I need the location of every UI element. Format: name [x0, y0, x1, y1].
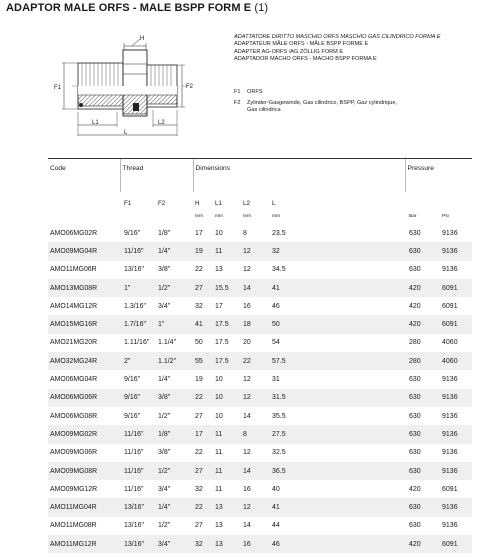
cell-l2: 20 [243, 339, 251, 347]
cell-code: AMO11MG04R [48, 498, 120, 516]
cell-f2: 3/8" [158, 266, 171, 274]
cell-code: AMO15MG16R [48, 315, 120, 333]
cell-l2: 12 [241, 498, 270, 516]
cell-psi: 9136 [442, 412, 458, 420]
cell-code: AMO09MG06R [50, 449, 98, 457]
description-it: ADATTATORE DIRITTO MASCHIO ORFS MASCHIO GAS CILINDRICO FORMA E [234, 34, 441, 40]
cell-h: 32 [195, 302, 203, 310]
cell-code: AMO13MG08R [48, 279, 120, 297]
cell-psi: 6091 [438, 315, 472, 333]
cell-l1: 17.5 [211, 352, 241, 370]
cell-l2: 16 [241, 535, 270, 553]
cell-l2: 12 [243, 376, 251, 384]
cell-code: AMO06MG04R [50, 376, 98, 384]
cell-l1: 11 [215, 449, 223, 457]
cell-l: 31 [272, 376, 280, 384]
cell-f1: 1.11/16" [124, 339, 150, 347]
cell-l1: 13 [215, 266, 223, 274]
cell-l1: 17.5 [215, 339, 229, 347]
cell-f1: 1" [120, 279, 154, 297]
label-h: H [140, 36, 145, 42]
cell-f2: 1/2" [158, 412, 171, 420]
sub-f2: F2 [158, 199, 166, 207]
cell-l: 27.5 [270, 425, 405, 443]
cell-f1: 13/16" [124, 266, 145, 274]
cell-f1: 2" [120, 352, 154, 370]
cell-f1: 9/16" [124, 412, 141, 420]
label-f1: F1 [54, 85, 62, 91]
cell-l1: 17 [215, 302, 223, 310]
cell-l: 46 [272, 302, 280, 310]
cell-f1: 9/16" [124, 376, 141, 384]
cell-psi: 4060 [438, 352, 472, 370]
cell-h: 41 [193, 315, 211, 333]
cell-h: 22 [193, 389, 211, 407]
cell-h: 19 [195, 376, 203, 384]
table-row [48, 315, 472, 333]
cell-l1: 13 [211, 535, 241, 553]
table-row [48, 261, 472, 279]
cell-f1: 1.3/16" [124, 302, 146, 310]
table-units-row [48, 214, 472, 224]
note-f2-text: Zylinder-Gasgewinde, Gas cilindrico, BSPP, Gaz cylindrique, [247, 100, 398, 107]
note-f2-key: F2 [234, 100, 241, 107]
cell-l2: 22 [241, 352, 270, 370]
cell-bar: 630 [409, 522, 421, 530]
cell-bar: 630 [409, 376, 421, 384]
cell-h: 50 [195, 339, 203, 347]
cell-bar: 630 [409, 412, 421, 420]
cell-h: 27 [193, 462, 211, 480]
cell-psi: 9136 [438, 498, 472, 516]
cell-h: 32 [193, 535, 211, 553]
technical-drawing [52, 32, 230, 140]
cell-l: 31.5 [270, 389, 405, 407]
title-suffix: (1) [254, 2, 269, 14]
cell-l: 41 [270, 279, 405, 297]
cell-psi: 9136 [442, 449, 458, 457]
cell-f2: 3/4" [154, 535, 193, 553]
table-row [48, 407, 472, 425]
cell-code: AMO09MG12R [50, 485, 98, 493]
cell-f1: 1.7/16" [120, 315, 154, 333]
cell-l1: 11 [211, 242, 241, 260]
cell-l: 40 [272, 485, 280, 493]
cell-l: 46 [270, 535, 405, 553]
sub-h: H [195, 199, 200, 207]
unit-psi: Psi [442, 214, 449, 219]
cell-bar: 630 [405, 242, 438, 260]
description-block [234, 34, 441, 64]
col-pressure: Pressure [405, 159, 472, 193]
label-l1: L1 [92, 120, 99, 126]
cell-l: 35.5 [272, 412, 286, 420]
cell-l1: 13 [215, 522, 223, 530]
cell-psi: 9136 [438, 425, 472, 443]
unit-h: mm [195, 214, 203, 219]
table-row [48, 517, 472, 535]
cell-bar: 280 [409, 339, 421, 347]
cell-h: 55 [193, 352, 211, 370]
table-row [48, 389, 472, 407]
cell-l: 41 [270, 498, 405, 516]
cell-f2: 1/2" [158, 522, 171, 530]
cell-f1: 13/16" [124, 522, 145, 530]
cell-h: 27 [195, 522, 203, 530]
cell-h: 17 [195, 229, 203, 237]
cell-l1: 13 [211, 498, 241, 516]
cell-f2: 1/2" [154, 279, 193, 297]
cell-code: AMO06MG02R [50, 229, 98, 237]
cell-l1: 11 [215, 485, 223, 493]
cell-l2: 8 [241, 425, 270, 443]
cell-code: AMO14MG12R [50, 302, 98, 310]
cell-h: 32 [195, 485, 203, 493]
cell-f2: 1/2" [154, 462, 193, 480]
cell-psi: 9136 [438, 242, 472, 260]
cell-code: AMO06MG08R [50, 412, 98, 420]
unit-l1: mm [215, 214, 223, 219]
cell-code: AMO06MG06R [48, 389, 120, 407]
note-f1-text: ORFS [247, 89, 263, 95]
cell-psi: 9136 [442, 522, 458, 530]
cell-f2: 1/8" [158, 229, 171, 237]
cell-bar: 420 [405, 279, 438, 297]
cell-h: 27 [195, 412, 203, 420]
cell-code: AMO09MG04R [48, 242, 120, 260]
cell-h: 27 [193, 279, 211, 297]
table-row [48, 334, 472, 352]
cell-l: 57.5 [270, 352, 405, 370]
cell-f2: 1/4" [154, 242, 193, 260]
table-row [48, 242, 472, 260]
cell-l: 32.5 [272, 449, 286, 457]
cell-psi: 6091 [438, 535, 472, 553]
cell-code: AMO11MG12R [48, 535, 120, 553]
table-subheader-row [48, 192, 472, 214]
label-l2: L2 [158, 120, 165, 126]
unit-bar: Bar [409, 214, 417, 219]
cell-f2: 3/4" [158, 485, 171, 493]
table-row [48, 498, 472, 516]
cell-psi: 6091 [438, 279, 472, 297]
cell-code: AMO11MG08R [50, 522, 97, 530]
cell-l2: 16 [243, 302, 251, 310]
cell-bar: 630 [409, 266, 421, 274]
specs-table [48, 158, 472, 553]
table-row [48, 352, 472, 370]
cell-h: 22 [195, 266, 203, 274]
cell-bar: 420 [409, 302, 421, 310]
cell-psi: 9136 [438, 462, 472, 480]
unit-l: mm [272, 214, 280, 219]
unit-l2: mm [243, 214, 251, 219]
cell-bar: 630 [405, 498, 438, 516]
cell-psi: 6091 [442, 485, 458, 493]
cell-f2: 1.1/2" [154, 352, 193, 370]
cell-l2: 14 [243, 412, 251, 420]
table-row [48, 480, 472, 498]
table-header-row [48, 159, 472, 193]
description-fr: ADAPTATEUR MÂLE ORFS - MÂLE BSPP FORME E [234, 41, 369, 48]
cell-l: 44 [272, 522, 280, 530]
cell-l1: 10 [211, 389, 241, 407]
table-row [48, 425, 472, 443]
cell-bar: 280 [405, 352, 438, 370]
cell-f1: 13/16" [120, 535, 154, 553]
cell-l2: 16 [243, 485, 251, 493]
cell-l2: 12 [241, 389, 270, 407]
cell-f2: 3/8" [154, 389, 193, 407]
cell-code: AMO09MG08R [48, 462, 120, 480]
cell-l1: 10 [215, 376, 223, 384]
cell-l1: 17.5 [211, 315, 241, 333]
cell-f1: 11/16" [124, 449, 144, 457]
cell-l: 36.5 [270, 462, 405, 480]
cell-psi: 6091 [442, 302, 458, 310]
cell-h: 19 [193, 242, 211, 260]
cell-bar: 420 [405, 535, 438, 553]
cell-f2: 3/4" [158, 302, 171, 310]
cell-bar: 420 [405, 315, 438, 333]
cell-bar: 630 [405, 462, 438, 480]
label-f2: F2 [186, 84, 194, 90]
cell-psi: 9136 [442, 229, 458, 237]
cell-l: 32 [270, 242, 405, 260]
cell-psi: 9136 [442, 376, 458, 384]
cell-code: AMO21MG20R [50, 339, 98, 347]
cell-f1: 11/16" [120, 242, 154, 260]
table-row [48, 462, 472, 480]
cell-f1: 9/16" [120, 389, 154, 407]
table-row [48, 370, 472, 388]
thread-notes [234, 89, 397, 114]
table-row [48, 279, 472, 297]
cell-f1: 11/16" [124, 485, 144, 493]
cell-psi: 9136 [438, 389, 472, 407]
cell-l1: 10 [215, 412, 223, 420]
table-row [48, 297, 472, 315]
note-f1-key: F1 [234, 89, 241, 95]
cell-l: 34.5 [272, 266, 286, 274]
cell-l2: 18 [241, 315, 270, 333]
cell-f2: 1/8" [154, 425, 193, 443]
cell-l: 50 [270, 315, 405, 333]
sub-l1: L1 [215, 199, 222, 207]
cell-l1: 11 [211, 425, 241, 443]
cell-l2: 12 [243, 449, 251, 457]
cell-code: AMO09MG02R [48, 425, 120, 443]
table-row [48, 535, 472, 553]
col-dimensions: Dimensions [193, 159, 405, 193]
cell-f2: 1/4" [154, 498, 193, 516]
cell-bar: 630 [405, 389, 438, 407]
cell-l: 54 [272, 339, 280, 347]
cell-code: AMO32MG24R [48, 352, 120, 370]
cell-f1: 11/16" [120, 462, 154, 480]
description-de: ADAPTER AG-ORFS /AG ZÖLLIG FORM E [234, 48, 344, 55]
description-es: ADAPTADOR MACHO ORFS - MACHO BSPP FORMA E [234, 56, 377, 63]
cell-l1: 11 [211, 462, 241, 480]
cell-l2: 8 [243, 229, 247, 237]
label-l: L [124, 130, 128, 136]
cell-psi: 4060 [442, 339, 458, 347]
title-main: ADAPTOR MALE ORFS - MALE BSPP FORM E [6, 2, 252, 14]
cell-f2: 1.1/4" [158, 339, 177, 347]
cell-f1: 11/16" [120, 425, 154, 443]
cell-f2: 1/4" [158, 376, 171, 384]
cell-l1: 10 [215, 229, 223, 237]
cell-bar: 630 [405, 425, 438, 443]
note-f2-text2: Gas cilindrica [247, 107, 281, 114]
table-row [48, 224, 472, 242]
cell-l2: 12 [243, 266, 251, 274]
cell-h: 17 [193, 425, 211, 443]
cell-code: AMO11MG06R [50, 266, 97, 274]
col-thread: Thread [120, 159, 193, 193]
cell-psi: 9136 [442, 266, 458, 274]
cell-f1: 13/16" [120, 498, 154, 516]
cell-l2: 14 [241, 462, 270, 480]
cell-f2: 1" [154, 315, 193, 333]
cell-h: 22 [195, 449, 203, 457]
col-code: Code [48, 159, 120, 193]
sub-l: L [272, 199, 276, 207]
cell-l2: 14 [241, 279, 270, 297]
cell-bar: 420 [409, 485, 421, 493]
cell-bar: 630 [409, 229, 421, 237]
cell-l1: 15.5 [211, 279, 241, 297]
cell-l2: 12 [241, 242, 270, 260]
sub-l2: L2 [243, 199, 250, 207]
page-title [6, 2, 268, 14]
cell-f1: 9/16" [124, 229, 141, 237]
table-row [48, 444, 472, 462]
sub-f1: F1 [124, 199, 132, 207]
cell-l: 23.5 [272, 229, 286, 237]
cell-l2: 14 [243, 522, 251, 530]
cell-bar: 630 [409, 449, 421, 457]
cell-f2: 3/8" [158, 449, 171, 457]
cell-h: 22 [193, 498, 211, 516]
